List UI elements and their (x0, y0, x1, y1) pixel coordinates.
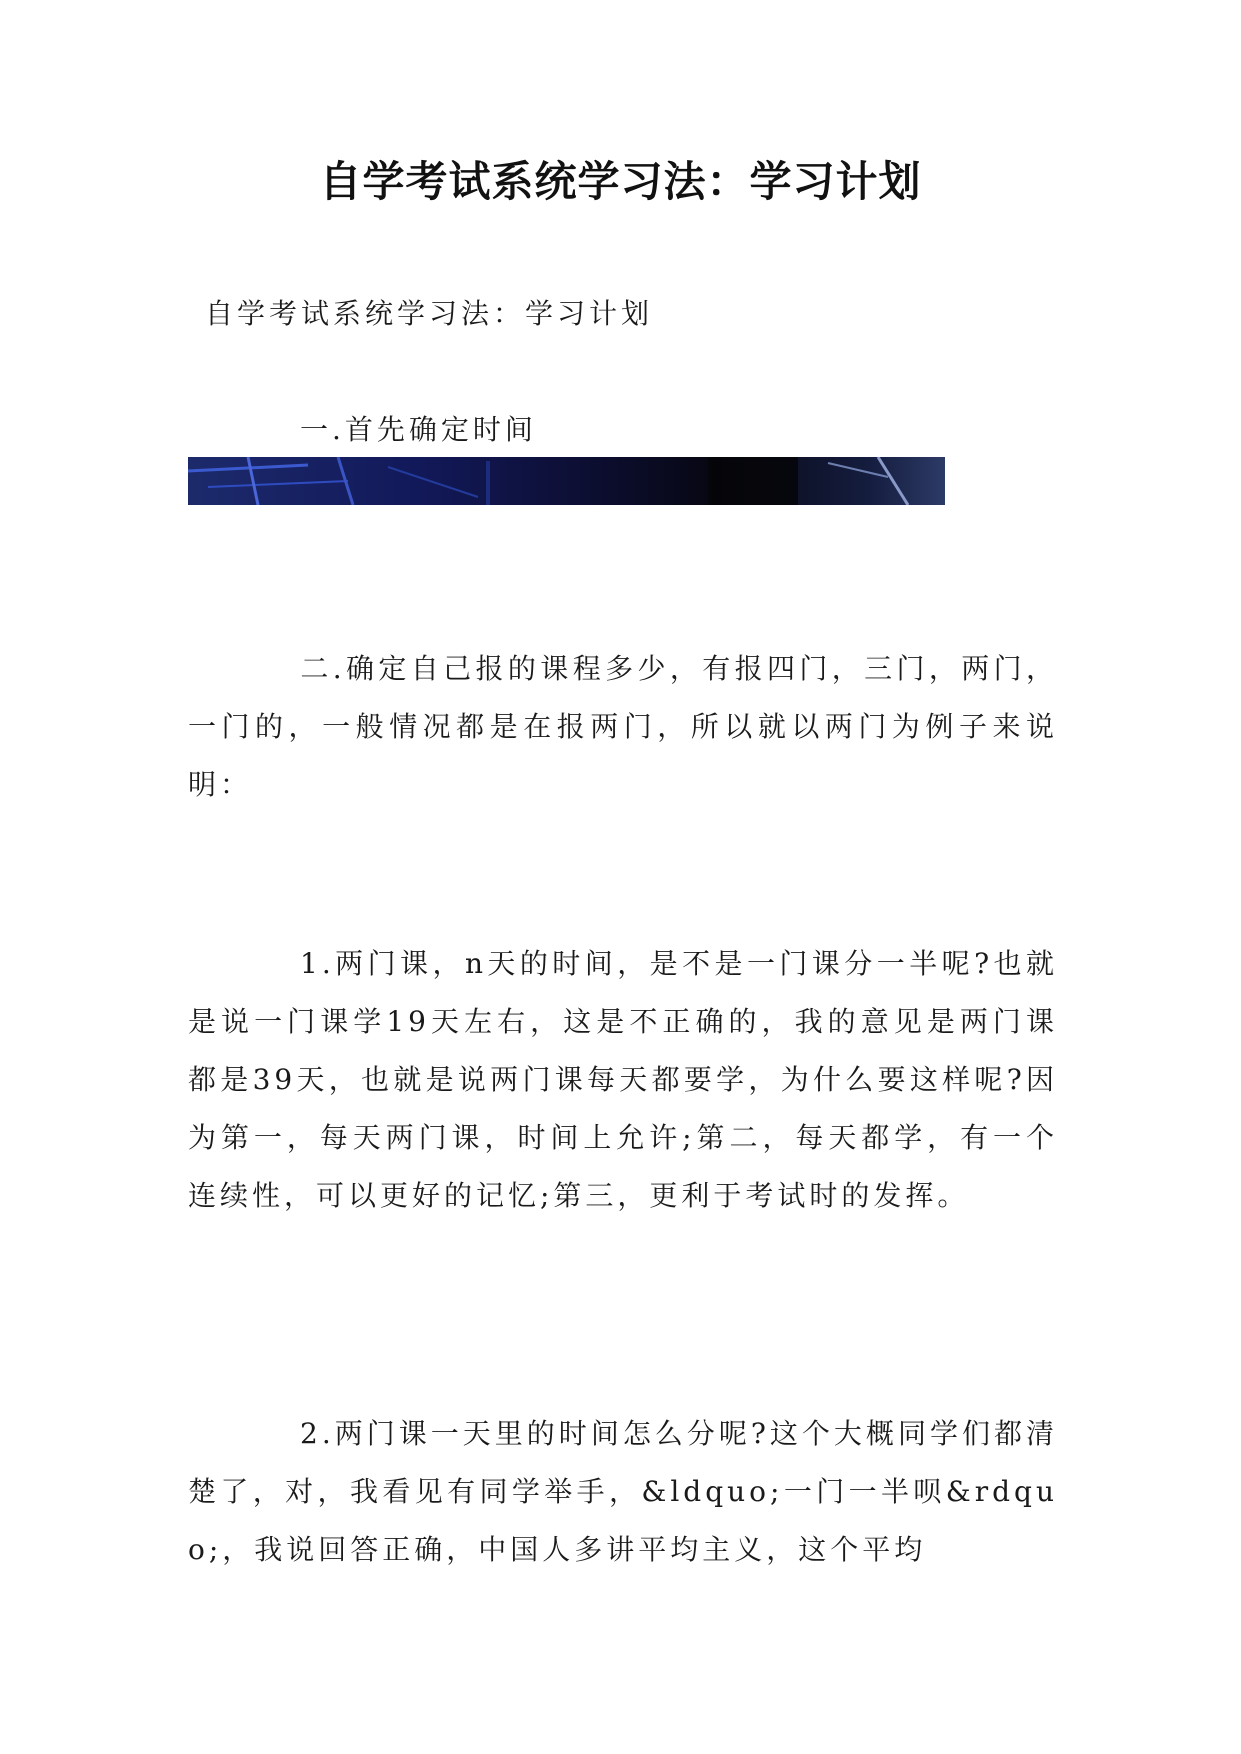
section-heading-time: 一.首先确定时间 (300, 413, 537, 446)
paragraph-course-count: 二.确定自己报的课程多少，有报四门，三门，两门，一门的，一般情况都是在报两门，所以就以两门为例子来说明： (188, 652, 1058, 801)
photo-banner (188, 457, 945, 505)
document-subtitle: 自学考试系统学习法：学习计划 (205, 297, 654, 330)
paragraph-time-split: 2.两门课一天里的时间怎么分呢?这个大概同学们都清楚了，对，我看见有同学举手，&ldquo;一门一半呗&rdquo;，我说回答正确，中国人多讲平均主义，这个平均 (188, 1417, 1058, 1566)
paragraph-daily-study: 1.两门课，n天的时间，是不是一门课分一半呢?也就是说一门课学19天左右，这是不正确的，我的意见是两门课都是39天，也就是说两门课每天都要学，为什么要这样呢?因为第一，每天两门课，时间上允许;第二，每天都学，有一个连续性，可以更好的记忆;第三，更利于考试时的发挥。 (188, 947, 1058, 1212)
banner-image-icon (188, 457, 945, 505)
document-title: 自学考试系统学习法：学习计划 (319, 157, 922, 206)
